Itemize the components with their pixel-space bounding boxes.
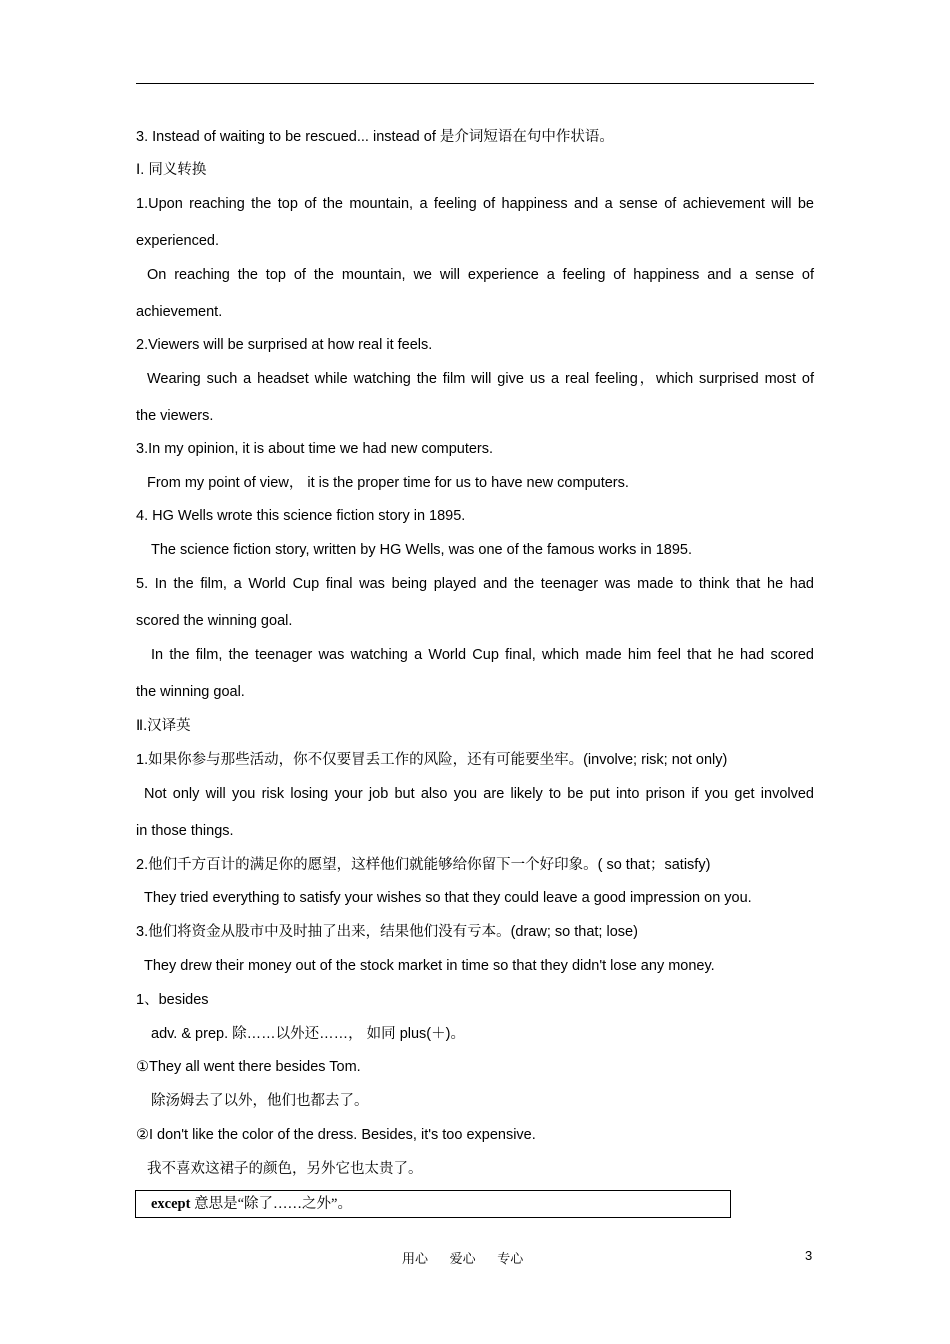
text-line: experienced. xyxy=(136,233,220,249)
text-line: the winning goal. xyxy=(136,684,245,700)
section-heading: 1、besides xyxy=(136,992,209,1008)
text-line: ①They all went there besides Tom. xyxy=(136,1059,361,1075)
note-text xyxy=(151,1194,352,1214)
text-line: 3.他们将资金从股市中及时抽了出来，结果他们没有亏本。(draw; so that; lose) xyxy=(136,924,638,940)
section-heading: Ⅰ. 同义转换 xyxy=(136,162,207,178)
text-line: On reaching the top of the mountain, we will experience a feeling of happiness and a sense of xyxy=(147,267,814,283)
text-line: 3. Instead of waiting to be rescued... instead of 是介词短语在句中作状语。 xyxy=(136,129,614,145)
note-keyword: except xyxy=(151,1196,191,1212)
footer-word: 专心 xyxy=(497,1251,524,1266)
footer-word: 爱心 xyxy=(449,1251,476,1266)
text-line: They drew their money out of the stock market in time so that they didn't lose any money. xyxy=(144,958,715,974)
text-line: in those things. xyxy=(136,823,234,839)
text-line: They tried everything to satisfy your wishes so that they could leave a good impression on you. xyxy=(144,890,752,906)
header-rule xyxy=(136,83,814,84)
footer-word: 用心 xyxy=(402,1251,429,1266)
text-line: scored the winning goal. xyxy=(136,613,293,629)
text-line: The science fiction story, written by HG Wells, was one of the famous works in 1895. xyxy=(151,542,693,558)
text-line: Not only will you risk losing your job but also you are likely to be put into prison if you get involved xyxy=(144,786,814,802)
page-number: 3 xyxy=(805,1248,813,1263)
text-line: 1.Upon reaching the top of the mountain, a feeling of happiness and a sense of achievement will be xyxy=(136,196,814,212)
text-line: 2.他们千方百计的满足你的愿望，这样他们就能够给你留下一个好印象。( so that；satisfy) xyxy=(136,857,711,873)
text-line: 3.In my opinion, it is about time we had new computers. xyxy=(136,441,494,457)
text-line: 1.如果你参与那些活动，你不仅要冒丢工作的风险，还有可能要坐牢。(involve; risk; not only) xyxy=(136,752,728,768)
text-line: 我不喜欢这裙子的颜色，另外它也太贵了。 xyxy=(147,1161,423,1177)
text-line: Wearing such a headset while watching the film will give us a real feeling，which surprised most of xyxy=(147,371,814,387)
text-line: From my point of view， it is the proper time for us to have new computers. xyxy=(147,475,629,491)
text-line: achievement. xyxy=(136,304,223,320)
note-box xyxy=(135,1190,731,1218)
footer-motto xyxy=(402,1248,541,1267)
text-line: ②I don't like the color of the dress. Besides, it's too expensive. xyxy=(136,1127,536,1143)
text-line: 5. In the film, a World Cup final was being played and the teenager was made to think that he had xyxy=(136,576,814,592)
text-line: 4. HG Wells wrote this science fiction story in 1895. xyxy=(136,508,466,524)
text-line: 2.Viewers will be surprised at how real it feels. xyxy=(136,337,433,353)
text-line: In the film, the teenager was watching a World Cup final, which made him feel that he had scored xyxy=(151,647,814,663)
text-line: the viewers. xyxy=(136,408,214,424)
note-body: 意思是“除了……之外”。 xyxy=(190,1196,352,1212)
text-line: 除汤姆去了以外，他们也都去了。 xyxy=(151,1093,369,1109)
text-line: adv. & prep. 除……以外还……， 如同 plus(＋)。 xyxy=(151,1026,465,1042)
section-heading: Ⅱ.汉译英 xyxy=(136,718,191,734)
